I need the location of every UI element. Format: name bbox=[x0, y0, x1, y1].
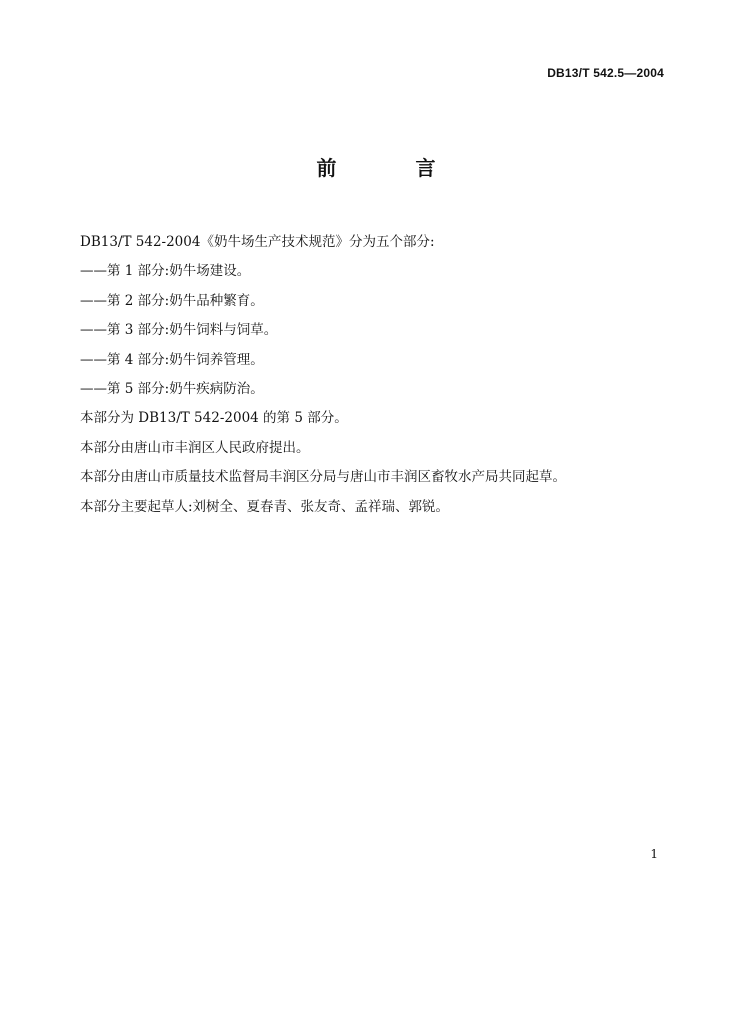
document-body bbox=[80, 228, 680, 522]
standard-code: DB13/T 542.5—2004 bbox=[547, 66, 664, 80]
part-3-line: ——第 3 部分:奶牛饲料与饲草。 bbox=[80, 322, 278, 339]
part-1-line: ——第 1 部分:奶牛场建设。 bbox=[80, 263, 251, 280]
drafting-units-line: 本部分由唐山市质量技术监督局丰润区分局与唐山市丰润区畜牧水产局共同起草。 bbox=[80, 469, 566, 486]
part-2-line: ——第 2 部分:奶牛品种繁育。 bbox=[80, 292, 264, 309]
page-number: 1 bbox=[650, 847, 658, 861]
drafters-line: 本部分主要起草人:刘树全、夏春青、张友奇、孟祥瑞、郭锐。 bbox=[80, 498, 450, 515]
intro-line: DB13/T 542-2004《奶牛场生产技术规范》分为五个部分: bbox=[80, 234, 435, 250]
proposer-line: 本部分由唐山市丰润区人民政府提出。 bbox=[80, 439, 310, 456]
page-title: 前 言 bbox=[316, 156, 472, 180]
part-5-line: ——第 5 部分:奶牛疾病防治。 bbox=[80, 380, 264, 397]
part-4-line: ——第 4 部分:奶牛饲养管理。 bbox=[80, 351, 264, 368]
this-part-line: 本部分为 DB13/T 542-2004 的第 5 部分。 bbox=[80, 410, 348, 427]
